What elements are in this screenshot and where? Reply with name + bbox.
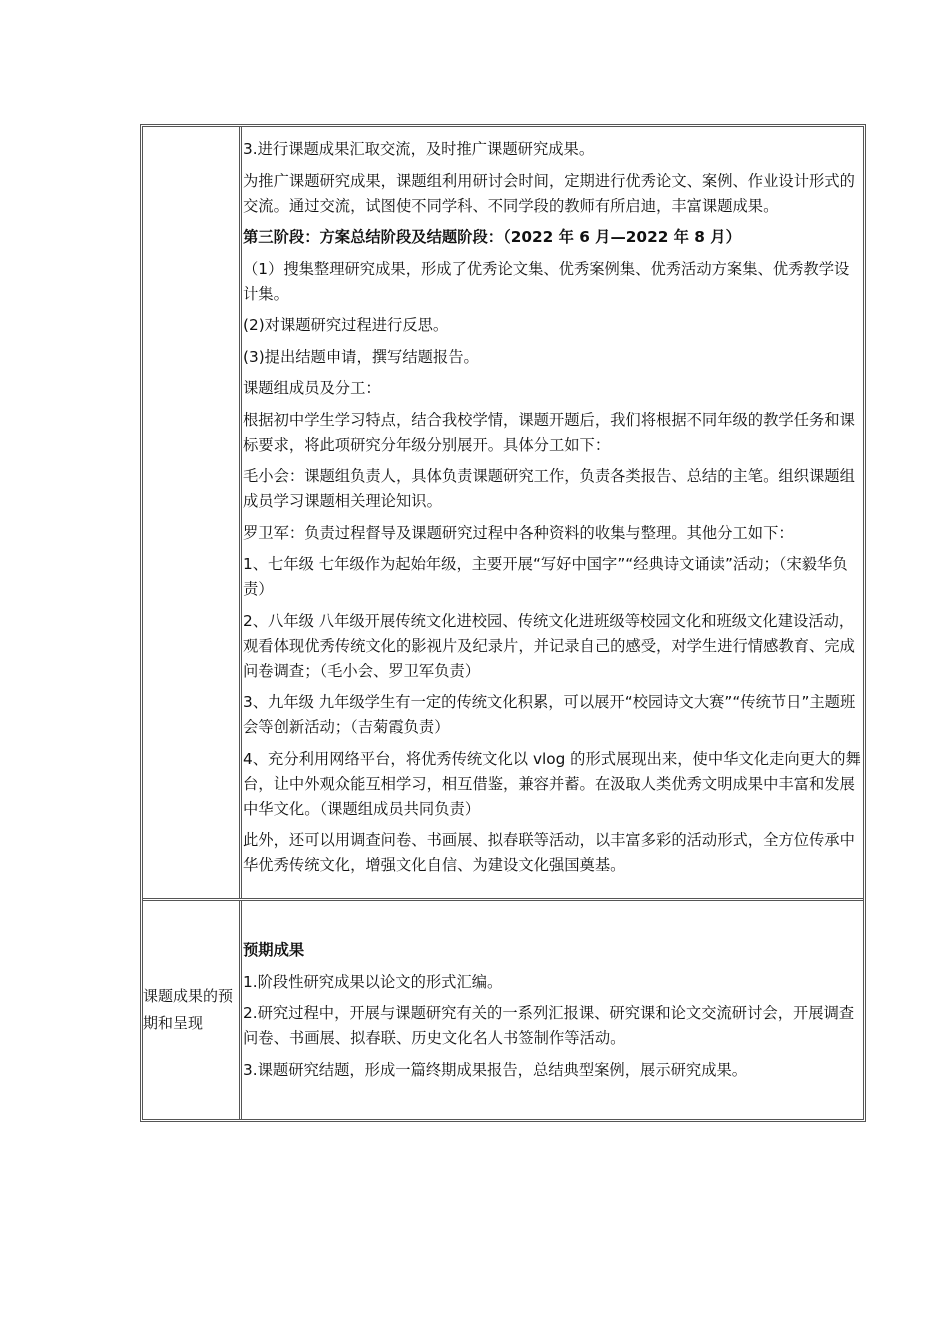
row-label-cell: 课题成果的预期和呈现 [143,901,242,1119]
paragraph: 为推广课题研究成果，课题组利用研讨会时间，定期进行优秀论文、案例、作业设计形式的交流。通过交流，试图使不同学科、不同学段的教师有所启迪，丰富课题成果。 [243,171,855,215]
paragraph: 2、八年级 八年级开展传统文化进校园、传统文化进班级等校园文化和班级文化建设活动，观看体现优秀传统文化的影视片及纪录片，并记录自己的感受，对学生进行情感教育、完成问卷调查；（毛小会、罗卫军负责） [243,611,855,680]
row-label-cell [143,127,242,898]
paragraph: 此外，还可以用调查问卷、书画展、拟春联等活动，以丰富多彩的活动形式，全方位传承中华优秀传统文化，增强文化自信、为建设文化强国奠基。 [243,831,855,874]
paragraph: 3.课题研究结题，形成一篇终期成果报告，总结典型案例，展示研究成果。 [243,1060,748,1079]
paragraph: 1.阶段性研究成果以论文的形式汇编。 [243,972,503,991]
section-heading: 预期成果 [243,941,305,959]
table-row [143,127,863,898]
paragraph: 2.研究过程中，开展与课题研究有关的一系列汇报课、研究课和论文交流研讨会，开展调查问卷、书画展、拟春联、历史文化名人书签制作等活动。 [243,1004,855,1047]
paragraph: (3)提出结题申请，撰写结题报告。 [243,347,479,366]
paragraph: 毛小会：课题组负责人，具体负责课题研究工作，负责各类报告、总结的主笔。组织课题组成员学习课题相关理论知识。 [243,467,855,510]
plan-table [140,124,866,1122]
paragraph: 1、七年级 七年级作为起始年级，主要开展“写好中国字”“经典诗文诵读”活动；（宋毅华负责） [243,555,848,598]
content-cell [242,901,863,1119]
paragraph: 3、九年级 九年级学生有一定的传统文化积累，可以展开“校园诗文大赛”“传统节日”主题班会等创新活动；（吉菊霞负责） [243,693,856,736]
paragraph: 3.进行课题成果汇取交流，及时推广课题研究成果。 [243,140,595,158]
paragraph: 课题组成员及分工： [243,379,381,397]
paragraph: 4、充分利用网络平台，将优秀传统文化以 vlog 的形式展现出来，使中华文化走向更大的舞台，让中外观众能互相学习，相互借鉴，兼容并蓄。在汲取人类优秀文明成果中丰富和发展中华文化。（课题组成员共同负责） [243,749,861,818]
paragraph: 根据初中学生学习特点，结合我校学情，课题开题后，我们将根据不同年级的教学任务和课标要求，将此项研究分年级分别展开。具体分工如下： [243,410,855,454]
paragraph: 罗卫军：负责过程督导及课题研究过程中各种资料的收集与整理。其他分工如下： [243,523,794,542]
table-row [143,898,863,1119]
paragraph: （1）搜集整理研究成果，形成了优秀论文集、优秀案例集、优秀活动方案集、优秀教学设计集。 [243,259,850,303]
paragraph: (2)对课题研究过程进行反思。 [243,316,449,334]
content-cell [242,127,863,898]
stage-heading: 第三阶段：方案总结阶段及结题阶段：（2022 年 6 月—2022 年 8 月） [243,228,741,246]
